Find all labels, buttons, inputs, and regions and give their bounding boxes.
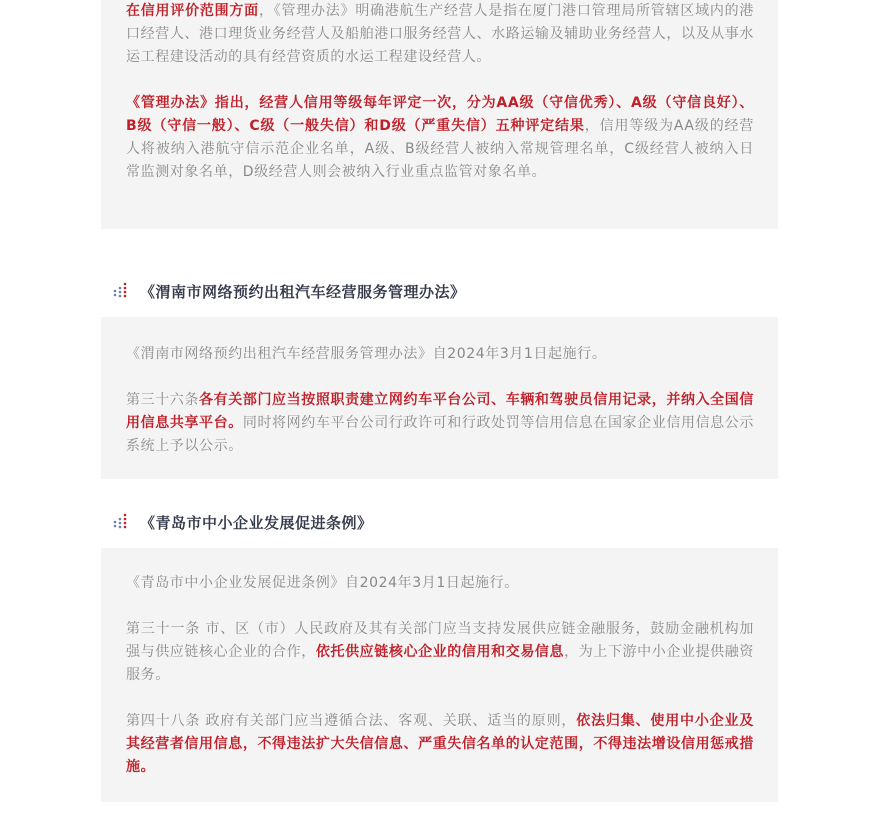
body-text: 同时将网约车平台公司行政许可和行政处罚等信用信息在国家企业信用信息公示系统上予以公示。 bbox=[126, 415, 754, 454]
section-heading-qingdao bbox=[112, 510, 373, 534]
body-text: 第四十八条 政府有关部门应当遵循合法、客观、关联、适当的原则， bbox=[126, 713, 577, 729]
highlight-text: 各有关部门应当按照职责建立网约车平台公司、车辆和驾驶员信用记录，并纳入全国信用信息共享平台。 bbox=[126, 392, 754, 431]
article-card-qingdao bbox=[101, 548, 778, 802]
paragraph-effective-date: 《青岛市中小企业发展促进条例》自2024年3月1日起施行。 bbox=[126, 575, 519, 591]
article-card-weinan bbox=[101, 317, 778, 479]
paragraph-article-36 bbox=[126, 389, 754, 458]
dots-grid-icon bbox=[112, 282, 130, 300]
section-title: 《青岛市中小企业发展促进条例》 bbox=[140, 513, 373, 532]
highlight-text: 《管理办法》指出，经营人信用等级每年评定一次，分为AA级（守信优秀）、A级（守信良好）、B级（守信一般）、C级（一般失信）和D级（严重失信）五种评定结果 bbox=[126, 95, 754, 134]
body-text: ，为上下游中小企业提供融资服务。 bbox=[126, 644, 754, 683]
body-text: ，《管理办法》明确港航生产经营人是指在厦门港口管理局所管辖区域内的港口经营人、港口理货业务经营人及船舶港口服务经营人、水路运输及辅助业务经营人，以及从事水运工程建设活动的具有经营资质的水运工程建设经营人。 bbox=[126, 3, 754, 65]
section-heading-weinan bbox=[112, 279, 466, 303]
paragraph-article-48 bbox=[126, 710, 754, 779]
paragraph-effective-date: 《渭南市网络预约出租汽车经营服务管理办法》自2024年3月1日起施行。 bbox=[126, 346, 607, 362]
body-text: 第三十六条 bbox=[126, 392, 200, 408]
highlight-text: 依法归集、使用中小企业及其经营者信用信息，不得违法扩大失信信息、严重失信名单的认定范围，不得违法增设信用惩戒措施。 bbox=[126, 713, 754, 775]
paragraph-article-31 bbox=[126, 618, 754, 687]
paragraph-credit-levels bbox=[126, 92, 754, 184]
highlight-text: 在信用评价范围方面 bbox=[126, 3, 259, 19]
body-text: 第三十一条 市、区（市）人民政府及其有关部门应当支持发展供应链金融服务，鼓励金融机构加强与供应链核心企业的合作， bbox=[126, 621, 754, 660]
body-text: ，信用等级为AA级的经营人将被纳入港航守信示范企业名单，A级、B级经营人被纳入常规管理名单，C级经营人被纳入日常监测对象名单，D级经营人则会被纳入行业重点监管对象名单。 bbox=[126, 118, 755, 180]
paragraph-scope bbox=[126, 0, 754, 69]
dots-grid-icon bbox=[112, 513, 130, 531]
section-title: 《渭南市网络预约出租汽车经营服务管理办法》 bbox=[140, 282, 466, 301]
article-card-xiamen bbox=[101, 0, 778, 229]
highlight-text: 依托供应链核心企业的信用和交易信息 bbox=[315, 644, 565, 660]
